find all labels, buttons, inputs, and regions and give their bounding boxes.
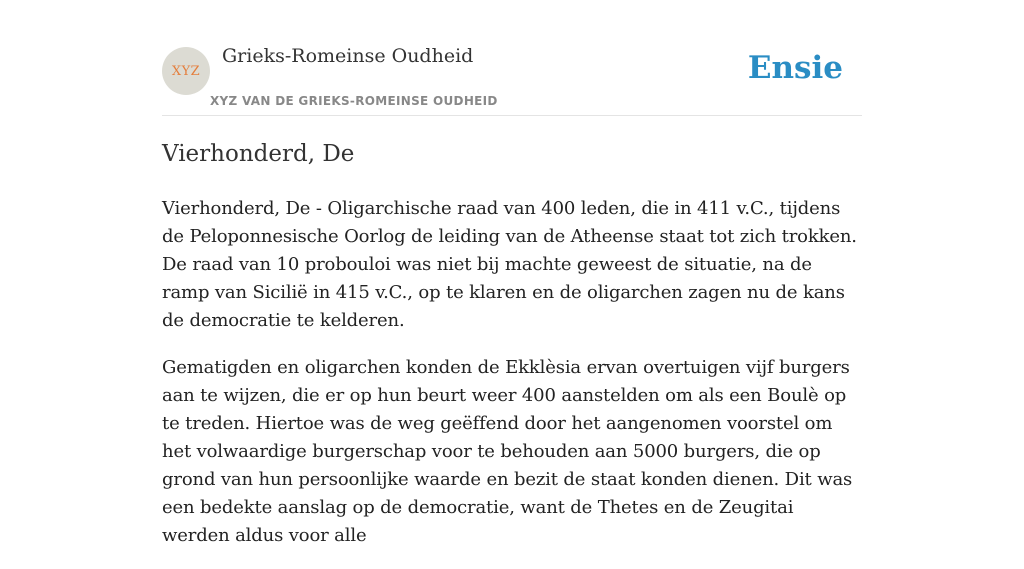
article-paragraph: Gematigden en oligarchen konden de Ekklèsia ervan overtuigen vijf burgers aan te wijzen, die er op hun beurt weer 400 aanstelden om als een Boulè op te treden. Hiertoe was de weg geëffend door het aangenomen voorstel om het volwaardige burgerschap voor te behouden aan 5000 burgers, die op grond van hun persoonlijke waarde en bezit de staat konden dienen. Dit was een bedekte aanslag op de democratie, want de Thetes en de Zeugitai werden aldus voor alle [162, 357, 853, 546]
site-title[interactable]: Grieks-Romeinse Oudheid [222, 45, 474, 67]
ensie-logo[interactable]: Ensie [747, 50, 843, 86]
article-paragraph: Vierhonderd, De - Oligarchische raad van 400 leden, die in 411 v.C., tijdens de Peloponnesische Oorlog de leiding van de Atheense staat tot zich trokken. De raad van 10 probouloi was niet bij machte geweest de situatie, na de ramp van Sicilië in 415 v.C., op te klaren en de oligarchen zagen nu de kans de democratie te kelderen. [162, 198, 857, 331]
avatar[interactable]: XYZ [162, 47, 210, 95]
article-body [162, 195, 862, 550]
header [162, 0, 862, 116]
article [162, 138, 862, 569]
site-subtitle[interactable]: XYZ VAN DE GRIEKS-ROMEINSE OUDHEID [210, 94, 498, 108]
article-title: Vierhonderd, De [162, 141, 355, 167]
